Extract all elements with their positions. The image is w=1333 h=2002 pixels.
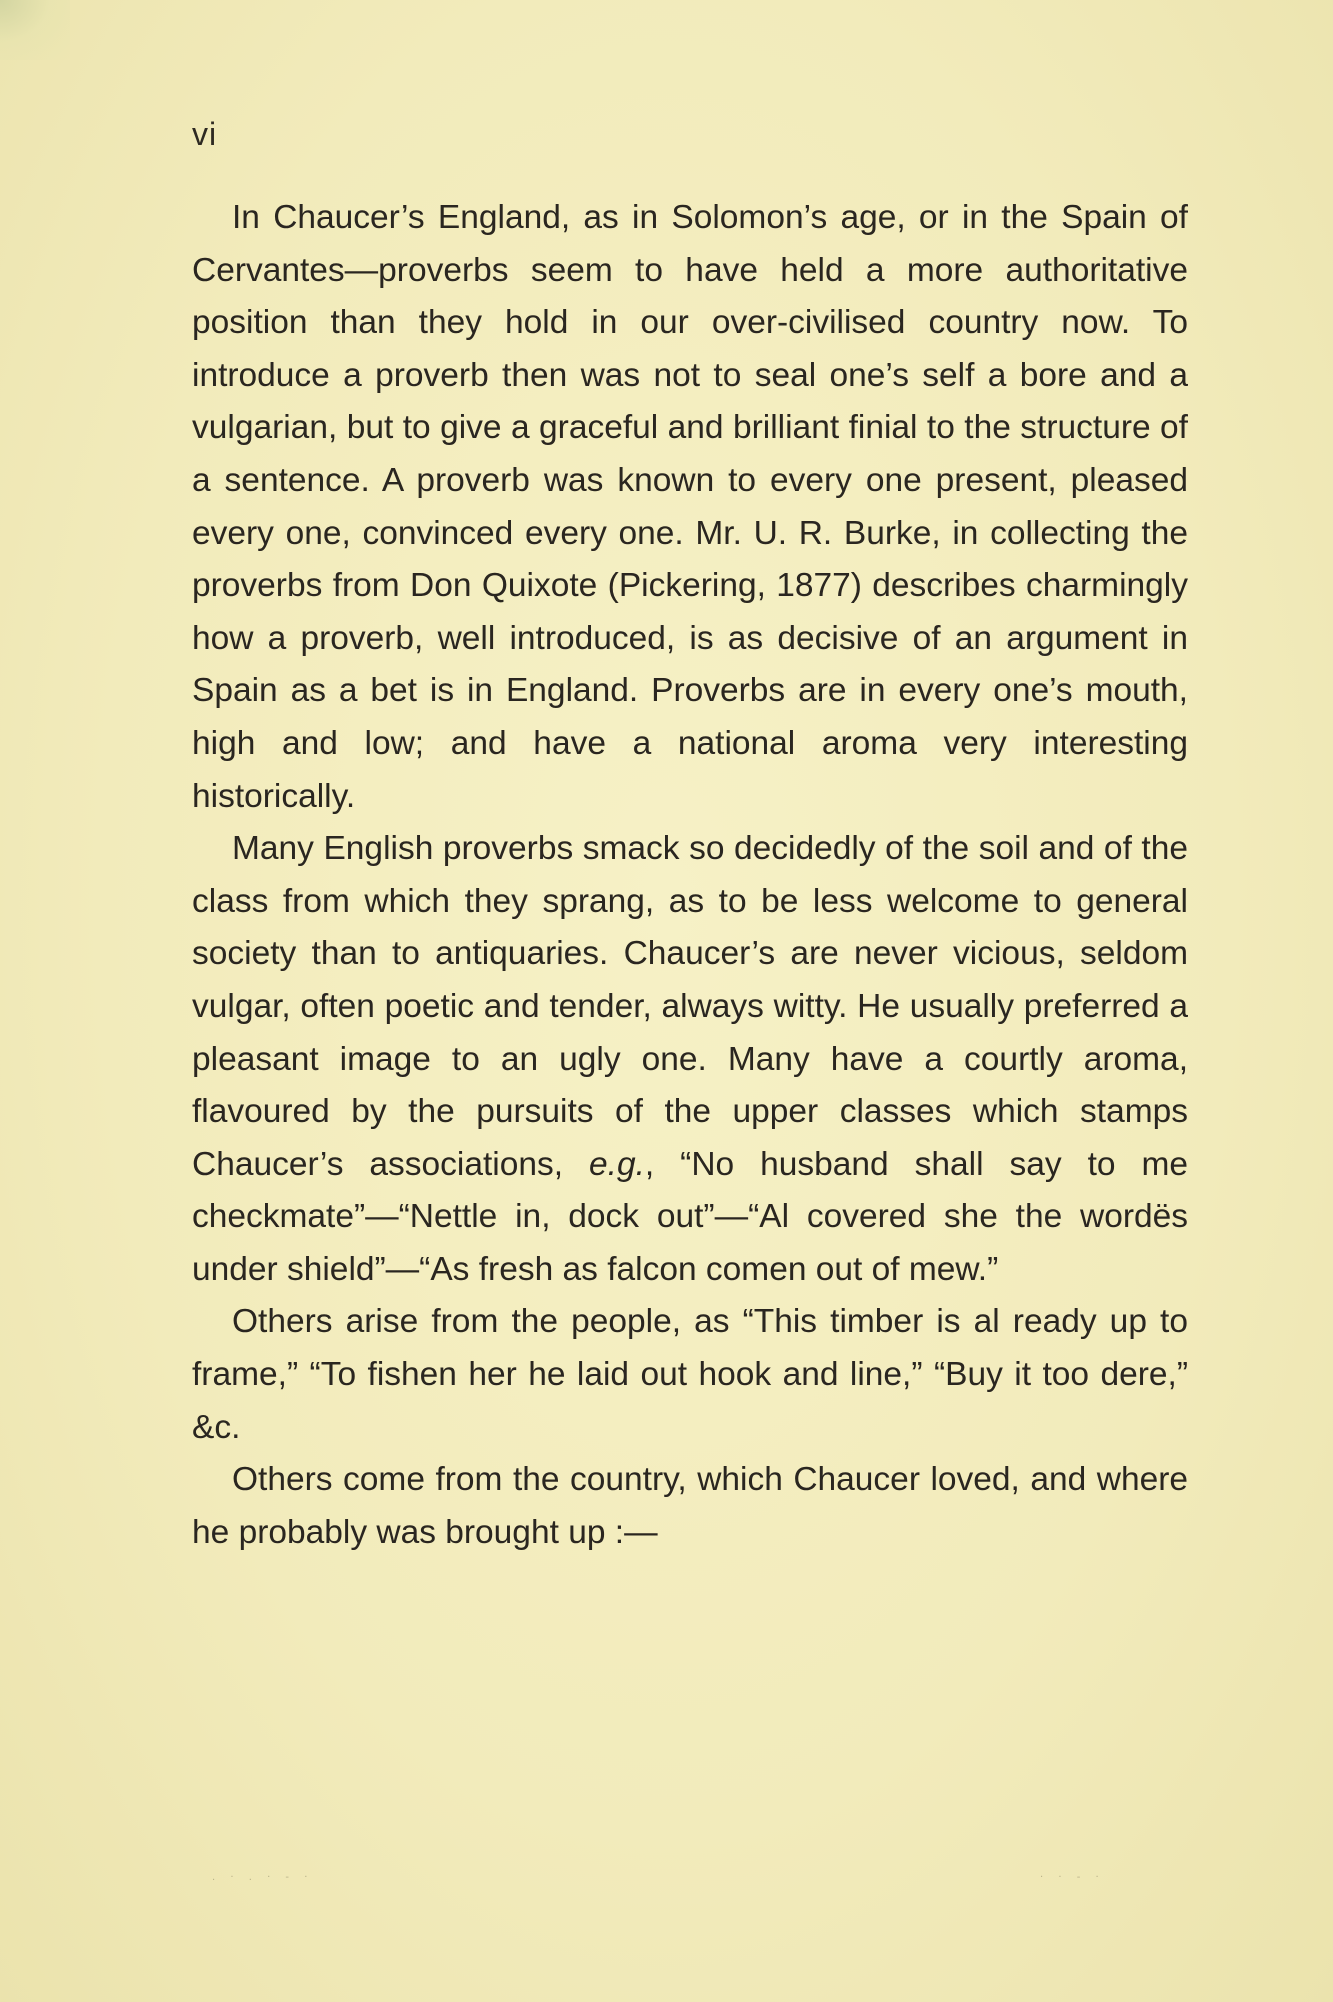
paragraph-2 bbox=[192, 823, 1188, 1296]
body-text bbox=[192, 192, 1188, 1559]
faint-marks-right: · · - · bbox=[1040, 1872, 1105, 1883]
paragraph-1: In Chaucer’s England, as in Solomon’s age, or in the Spain of Cervantes—proverbs seem to have held a more authoritative position than they hold in our over-civilised country now. To introduce a proverb then was not to seal one’s self a bore and a vulgarian, but to give a graceful and brilliant finial to the structure of a sentence. A proverb was known to every one present, pleased every one, convinced every one. Mr. U. R. Burke, in collecting the proverbs from Don Quixote (Pickering, 1877) describes charmingly how a proverb, well introduced, is as decisive of an argument in Spain as a bet is in England. Proverbs are in every one’s mouth, high and low; and have a national aroma very interesting historically. bbox=[192, 199, 1188, 815]
paragraph-2-text-b: , “No husband shall say to me checkmate”—“Nettle in, dock out”—“Al covered she the wordës under shield”—“As fresh as falcon comen out of mew.” bbox=[192, 1145, 1188, 1288]
paragraph-2-italic: e.g. bbox=[589, 1145, 645, 1183]
faint-marks-left: . · . · - · bbox=[212, 1872, 314, 1883]
paragraph-4: Others come from the country, which Chaucer loved, and where he probably was brought up :— bbox=[192, 1461, 1188, 1551]
paragraph-3: Others arise from the people, as “This timber is al ready up to frame,” “To fishen her he laid out hook and line,” “Buy it too dere,” &c. bbox=[192, 1303, 1188, 1446]
page-stain bbox=[0, 0, 70, 60]
paragraph-2-text-a: Many English proverbs smack so decidedly of the soil and of the class from which they sprang, as to be less welcome to general society than to antiquaries. Chaucer’s are never vicious, seldom vulgar, often poetic and tender, always witty. He usually preferred a pleasant image to an ugly one. Many have a courtly aroma, flavoured by the pursuits of the upper classes which stamps Chaucer’s associations, bbox=[192, 830, 1188, 1183]
page-number: vi bbox=[192, 116, 218, 152]
